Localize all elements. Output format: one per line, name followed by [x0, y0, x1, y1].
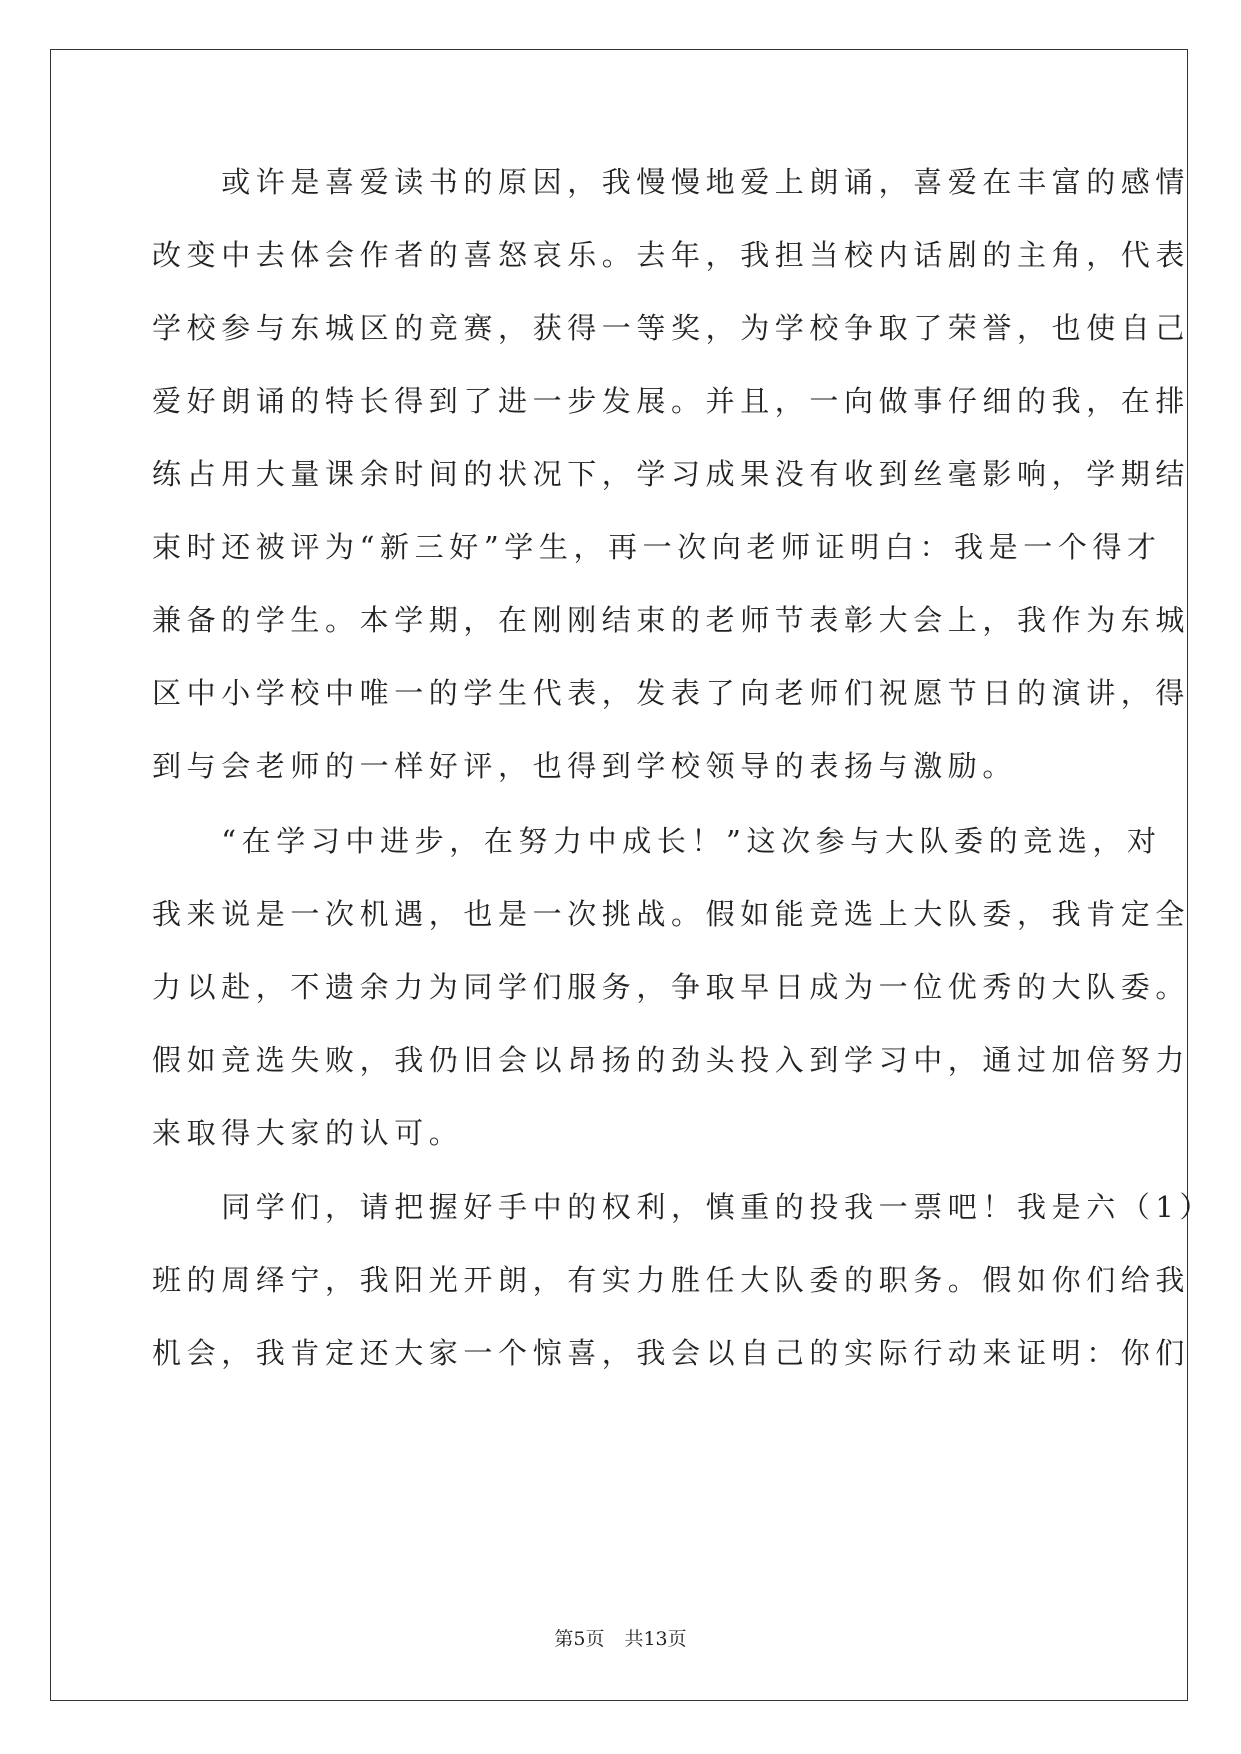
text-line: 区中小学校中唯一的学生代表，发表了向老师们祝愿节日的演讲，得 — [152, 676, 1191, 710]
text-line: 学校参与东城区的竞赛，获得一等奖，为学校争取了荣誉，也使自己 — [152, 311, 1191, 345]
text-line: 班的周绎宁，我阳光开朗，有实力胜任大队委的职务。假如你们给我 — [152, 1263, 1191, 1297]
text-line: 同学们，请把握好手中的权利，慎重的投我一票吧！我是六（1） — [152, 1190, 1215, 1224]
text-line: 假如竞选失败，我仍旧会以昂扬的劲头投入到学习中，通过加倍努力 — [152, 1043, 1191, 1077]
text-line: 到与会老师的一样好评，也得到学校领导的表扬与激励。 — [152, 749, 1018, 783]
page-number: 第5页 — [554, 1628, 605, 1650]
text-line: 机会，我肯定还大家一个惊喜，我会以自己的实际行动来证明：你们 — [152, 1336, 1191, 1370]
text-line: 来取得大家的认可。 — [152, 1116, 464, 1150]
page-footer — [0, 1627, 1241, 1651]
text-line: 兼备的学生。本学期，在刚刚结束的老师节表彰大会上，我作为东城 — [152, 603, 1191, 637]
text-line: 我来说是一次机遇，也是一次挑战。假如能竞选上大队委，我肯定全 — [152, 897, 1191, 931]
page-border — [50, 49, 1191, 1701]
text-line: “在学习中进步，在努力中成长！”这次参与大队委的竞选，对 — [152, 824, 1162, 858]
page-total: 共13页 — [624, 1628, 687, 1650]
text-line: 爱好朗诵的特长得到了进一步发展。并且，一向做事仔细的我，在排 — [152, 384, 1191, 418]
text-line: 练占用大量课余时间的状况下，学习成果没有收到丝毫影响，学期结 — [152, 457, 1191, 491]
text-line: 或许是喜爱读书的原因，我慢慢地爱上朗诵，喜爱在丰富的感情 — [152, 165, 1191, 199]
text-line: 力以赴，不遗余力为同学们服务，争取早日成为一位优秀的大队委。 — [152, 970, 1191, 1004]
text-line: 束时还被评为“新三好”学生，再一次向老师证明白：我是一个得才 — [152, 530, 1162, 564]
text-line: 改变中去体会作者的喜怒哀乐。去年，我担当校内话剧的主角，代表 — [152, 238, 1191, 272]
